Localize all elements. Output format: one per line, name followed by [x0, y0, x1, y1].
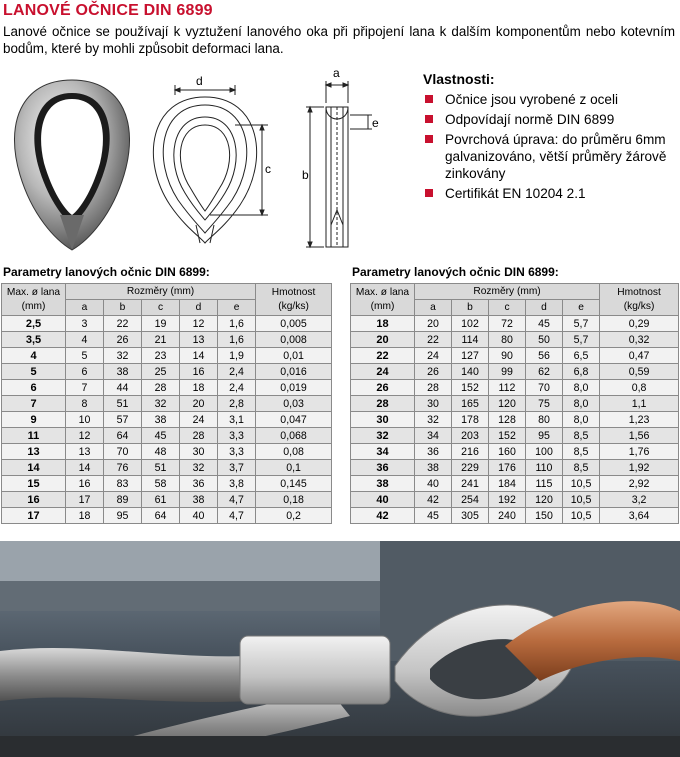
- cell-dimension: 51: [142, 460, 180, 476]
- cell-max-dia: 3,5: [2, 332, 66, 348]
- table-row: [2, 332, 332, 348]
- cell-dimension: 3,3: [218, 444, 256, 460]
- cell-dimension: 128: [489, 412, 526, 428]
- table-row: [2, 476, 332, 492]
- cell-dimension: 1,6: [218, 332, 256, 348]
- bullet-square-icon: [425, 189, 433, 197]
- header-dimensions: Rozměry (mm): [66, 284, 256, 300]
- header-e: e: [563, 300, 600, 316]
- cell-weight: 0,01: [256, 348, 332, 364]
- cell-dimension: 127: [452, 348, 489, 364]
- cell-dimension: 38: [415, 460, 452, 476]
- property-item: [423, 131, 678, 182]
- cell-weight: 0,47: [600, 348, 679, 364]
- table-row: [351, 380, 679, 396]
- cell-dimension: 24: [415, 348, 452, 364]
- table-row: [351, 332, 679, 348]
- cell-dimension: 89: [104, 492, 142, 508]
- cell-dimension: 22: [104, 316, 142, 332]
- header-b: b: [104, 300, 142, 316]
- cell-dimension: 241: [452, 476, 489, 492]
- cell-dimension: 10,5: [563, 508, 600, 524]
- cell-weight: 0,8: [600, 380, 679, 396]
- cell-dimension: 13: [66, 444, 104, 460]
- cell-dimension: 36: [180, 476, 218, 492]
- cell-max-dia: 7: [2, 396, 66, 412]
- thimble-in-use-photo: [0, 541, 680, 757]
- label-e: e: [372, 116, 379, 130]
- cell-max-dia: 20: [351, 332, 415, 348]
- table-row: [351, 316, 679, 332]
- cell-dimension: 4,7: [218, 492, 256, 508]
- cell-dimension: 62: [526, 364, 563, 380]
- cell-weight: 0,18: [256, 492, 332, 508]
- cell-weight: 1,56: [600, 428, 679, 444]
- cell-dimension: 3,8: [218, 476, 256, 492]
- properties-title: Vlastnosti:: [423, 71, 495, 87]
- page-title: LANOVÉ OČNICE DIN 6899: [3, 2, 213, 19]
- header-weight: Hmotnost (kg/ks): [600, 284, 679, 316]
- cell-dimension: 20: [415, 316, 452, 332]
- cell-weight: 1,92: [600, 460, 679, 476]
- cell-dimension: 8,0: [563, 396, 600, 412]
- cell-dimension: 2,4: [218, 380, 256, 396]
- cell-dimension: 176: [489, 460, 526, 476]
- cell-dimension: 5,7: [563, 316, 600, 332]
- table-row: [2, 412, 332, 428]
- cell-dimension: 18: [180, 380, 218, 396]
- cell-weight: 0,32: [600, 332, 679, 348]
- cell-max-dia: 14: [2, 460, 66, 476]
- label-a: a: [333, 66, 340, 80]
- cell-dimension: 42: [415, 492, 452, 508]
- right-table-title: Parametry lanových očnic DIN 6899:: [352, 265, 559, 279]
- cell-dimension: 72: [489, 316, 526, 332]
- cell-dimension: 8,5: [563, 444, 600, 460]
- cell-dimension: 26: [415, 364, 452, 380]
- cell-dimension: 6,5: [563, 348, 600, 364]
- header-b: b: [452, 300, 489, 316]
- cell-max-dia: 28: [351, 396, 415, 412]
- cell-dimension: 30: [180, 444, 218, 460]
- header-e: e: [218, 300, 256, 316]
- cell-dimension: 58: [142, 476, 180, 492]
- cell-max-dia: 5: [2, 364, 66, 380]
- cell-dimension: 3,7: [218, 460, 256, 476]
- cell-dimension: 4: [66, 332, 104, 348]
- cell-dimension: 40: [415, 476, 452, 492]
- cell-max-dia: 32: [351, 428, 415, 444]
- cell-weight: 0,2: [256, 508, 332, 524]
- cell-dimension: 90: [489, 348, 526, 364]
- cell-weight: 0,59: [600, 364, 679, 380]
- cell-weight: 1,76: [600, 444, 679, 460]
- label-b: b: [302, 168, 309, 182]
- cell-dimension: 64: [142, 508, 180, 524]
- cell-dimension: 28: [415, 380, 452, 396]
- cell-dimension: 56: [526, 348, 563, 364]
- table-row: [351, 412, 679, 428]
- front-view-drawing: [153, 85, 268, 243]
- cell-weight: 0,068: [256, 428, 332, 444]
- left-table-title: Parametry lanových očnic DIN 6899:: [3, 265, 210, 279]
- cell-dimension: 80: [526, 412, 563, 428]
- table-row: [2, 492, 332, 508]
- cell-max-dia: 18: [351, 316, 415, 332]
- cell-dimension: 3,3: [218, 428, 256, 444]
- cell-dimension: 50: [526, 332, 563, 348]
- cell-dimension: 70: [526, 380, 563, 396]
- cell-dimension: 32: [415, 412, 452, 428]
- cell-dimension: 95: [526, 428, 563, 444]
- properties-list: [423, 91, 678, 202]
- cell-dimension: 40: [180, 508, 218, 524]
- cell-dimension: 57: [104, 412, 142, 428]
- cell-dimension: 76: [104, 460, 142, 476]
- cell-dimension: 229: [452, 460, 489, 476]
- cell-dimension: 80: [489, 332, 526, 348]
- left-parameter-table: [1, 283, 332, 524]
- cell-dimension: 165: [452, 396, 489, 412]
- cell-dimension: 140: [452, 364, 489, 380]
- cell-dimension: 36: [415, 444, 452, 460]
- cell-dimension: 3,1: [218, 412, 256, 428]
- cell-dimension: 160: [489, 444, 526, 460]
- table-row: [2, 348, 332, 364]
- cell-max-dia: 2,5: [2, 316, 66, 332]
- bullet-square-icon: [425, 135, 433, 143]
- cell-dimension: 45: [415, 508, 452, 524]
- cell-dimension: 16: [180, 364, 218, 380]
- cell-weight: 1,23: [600, 412, 679, 428]
- header-c: c: [489, 300, 526, 316]
- thimble-diagrams: [0, 65, 420, 260]
- property-text: Odpovídají normě DIN 6899: [445, 112, 615, 127]
- table-row: [351, 364, 679, 380]
- cell-dimension: 18: [66, 508, 104, 524]
- cell-dimension: 203: [452, 428, 489, 444]
- cell-dimension: 152: [452, 380, 489, 396]
- properties-panel: [423, 71, 678, 205]
- cell-dimension: 102: [452, 316, 489, 332]
- cell-weight: 3,2: [600, 492, 679, 508]
- cell-weight: 0,016: [256, 364, 332, 380]
- cell-max-dia: 9: [2, 412, 66, 428]
- cell-dimension: 23: [142, 348, 180, 364]
- cell-dimension: 64: [104, 428, 142, 444]
- cell-dimension: 305: [452, 508, 489, 524]
- table-row: [2, 380, 332, 396]
- cell-max-dia: 6: [2, 380, 66, 396]
- property-item: [423, 185, 678, 202]
- cell-dimension: 8: [66, 396, 104, 412]
- cell-max-dia: 24: [351, 364, 415, 380]
- table-row: [351, 492, 679, 508]
- cell-dimension: 2,8: [218, 396, 256, 412]
- cell-dimension: 1,9: [218, 348, 256, 364]
- cell-dimension: 3: [66, 316, 104, 332]
- cell-weight: 0,29: [600, 316, 679, 332]
- cell-dimension: 6: [66, 364, 104, 380]
- property-item: [423, 111, 678, 128]
- cell-max-dia: 17: [2, 508, 66, 524]
- cell-dimension: 32: [142, 396, 180, 412]
- cell-max-dia: 40: [351, 492, 415, 508]
- cell-dimension: 12: [180, 316, 218, 332]
- cell-dimension: 75: [526, 396, 563, 412]
- table-row: [2, 444, 332, 460]
- cell-dimension: 38: [142, 412, 180, 428]
- cell-max-dia: 15: [2, 476, 66, 492]
- cell-dimension: 38: [104, 364, 142, 380]
- cell-dimension: 38: [180, 492, 218, 508]
- cell-max-dia: 4: [2, 348, 66, 364]
- side-view-drawing: [306, 81, 372, 247]
- cell-dimension: 216: [452, 444, 489, 460]
- table-row: [2, 396, 332, 412]
- cell-dimension: 10: [66, 412, 104, 428]
- cell-max-dia: 34: [351, 444, 415, 460]
- cell-weight: 0,08: [256, 444, 332, 460]
- header-d: d: [180, 300, 218, 316]
- cell-dimension: 4,7: [218, 508, 256, 524]
- cell-weight: 0,047: [256, 412, 332, 428]
- table-row: [351, 460, 679, 476]
- cell-dimension: 13: [180, 332, 218, 348]
- header-c: c: [142, 300, 180, 316]
- cell-dimension: 6,8: [563, 364, 600, 380]
- cell-dimension: 19: [142, 316, 180, 332]
- cell-dimension: 240: [489, 508, 526, 524]
- cell-dimension: 95: [104, 508, 142, 524]
- table-row: [2, 460, 332, 476]
- cell-max-dia: 11: [2, 428, 66, 444]
- cell-dimension: 8,0: [563, 412, 600, 428]
- cell-dimension: 8,5: [563, 460, 600, 476]
- table-row: [2, 508, 332, 524]
- cell-weight: 3,64: [600, 508, 679, 524]
- cell-dimension: 22: [415, 332, 452, 348]
- cell-dimension: 114: [452, 332, 489, 348]
- header-a: a: [66, 300, 104, 316]
- cell-dimension: 28: [142, 380, 180, 396]
- table-row: [2, 428, 332, 444]
- cell-dimension: 45: [526, 316, 563, 332]
- cell-dimension: 28: [180, 428, 218, 444]
- property-text: Povrchová úprava: do průměru 6mm galvanizováno, větší průměry žárově zinkovány: [445, 132, 667, 181]
- header-max-dia: Max. ø lana (mm): [351, 284, 415, 316]
- table-row: [351, 348, 679, 364]
- cell-dimension: 21: [142, 332, 180, 348]
- header-max-dia: Max. ø lana (mm): [2, 284, 66, 316]
- table-row: [351, 444, 679, 460]
- property-text: Očnice jsou vyrobené z oceli: [445, 92, 619, 107]
- cell-max-dia: 16: [2, 492, 66, 508]
- cell-dimension: 184: [489, 476, 526, 492]
- cell-dimension: 16: [66, 476, 104, 492]
- cell-dimension: 83: [104, 476, 142, 492]
- header-d: d: [526, 300, 563, 316]
- cell-weight: 0,1: [256, 460, 332, 476]
- cell-weight: 1,1: [600, 396, 679, 412]
- cell-dimension: 150: [526, 508, 563, 524]
- cell-dimension: 14: [66, 460, 104, 476]
- thimble-photo-icon: [14, 80, 129, 250]
- cell-weight: 0,019: [256, 380, 332, 396]
- cell-dimension: 48: [142, 444, 180, 460]
- cell-dimension: 61: [142, 492, 180, 508]
- cell-max-dia: 26: [351, 380, 415, 396]
- cell-dimension: 20: [180, 396, 218, 412]
- cell-weight: 2,92: [600, 476, 679, 492]
- property-item: [423, 91, 678, 108]
- intro-text: Lanové očnice se používají k vyztužení lanového oka při připojení lana k dalším komponentům nebo kotevním bodům, které by mohli způsobit deformaci lana.: [3, 24, 675, 56]
- table-row: [351, 476, 679, 492]
- cell-dimension: 5: [66, 348, 104, 364]
- cell-dimension: 254: [452, 492, 489, 508]
- header-a: a: [415, 300, 452, 316]
- bullet-square-icon: [425, 115, 433, 123]
- cell-dimension: 32: [180, 460, 218, 476]
- cell-dimension: 12: [66, 428, 104, 444]
- table-row: [2, 316, 332, 332]
- cell-dimension: 110: [526, 460, 563, 476]
- cell-max-dia: 42: [351, 508, 415, 524]
- cell-dimension: 152: [489, 428, 526, 444]
- right-parameter-table: [350, 283, 679, 524]
- cell-dimension: 99: [489, 364, 526, 380]
- cell-dimension: 1,6: [218, 316, 256, 332]
- cell-dimension: 10,5: [563, 476, 600, 492]
- table-row: [351, 508, 679, 524]
- cell-dimension: 178: [452, 412, 489, 428]
- cell-max-dia: 13: [2, 444, 66, 460]
- table-row: [2, 364, 332, 380]
- cell-dimension: 120: [489, 396, 526, 412]
- cell-dimension: 24: [180, 412, 218, 428]
- cell-weight: 0,005: [256, 316, 332, 332]
- cell-dimension: 70: [104, 444, 142, 460]
- cell-dimension: 44: [104, 380, 142, 396]
- cell-dimension: 25: [142, 364, 180, 380]
- property-text: Certifikát EN 10204 2.1: [445, 186, 586, 201]
- cell-dimension: 10,5: [563, 492, 600, 508]
- cell-dimension: 8,0: [563, 380, 600, 396]
- label-d: d: [196, 74, 203, 88]
- cell-dimension: 112: [489, 380, 526, 396]
- cell-dimension: 32: [104, 348, 142, 364]
- cell-dimension: 192: [489, 492, 526, 508]
- cell-weight: 0,008: [256, 332, 332, 348]
- cell-dimension: 115: [526, 476, 563, 492]
- table-row: [351, 396, 679, 412]
- cell-dimension: 14: [180, 348, 218, 364]
- cell-weight: 0,145: [256, 476, 332, 492]
- header-dimensions: Rozměry (mm): [415, 284, 600, 300]
- cell-dimension: 30: [415, 396, 452, 412]
- cell-dimension: 100: [526, 444, 563, 460]
- cell-dimension: 120: [526, 492, 563, 508]
- cell-max-dia: 38: [351, 476, 415, 492]
- header-weight: Hmotnost (kg/ks): [256, 284, 332, 316]
- cell-weight: 0,03: [256, 396, 332, 412]
- cell-dimension: 7: [66, 380, 104, 396]
- cell-dimension: 51: [104, 396, 142, 412]
- cell-dimension: 26: [104, 332, 142, 348]
- table-row: [351, 428, 679, 444]
- cell-dimension: 5,7: [563, 332, 600, 348]
- bullet-square-icon: [425, 95, 433, 103]
- cell-dimension: 45: [142, 428, 180, 444]
- cell-dimension: 2,4: [218, 364, 256, 380]
- label-c: c: [265, 162, 271, 176]
- cell-dimension: 8,5: [563, 428, 600, 444]
- cell-max-dia: 36: [351, 460, 415, 476]
- cell-max-dia: 30: [351, 412, 415, 428]
- cell-dimension: 34: [415, 428, 452, 444]
- cell-max-dia: 22: [351, 348, 415, 364]
- cell-dimension: 17: [66, 492, 104, 508]
